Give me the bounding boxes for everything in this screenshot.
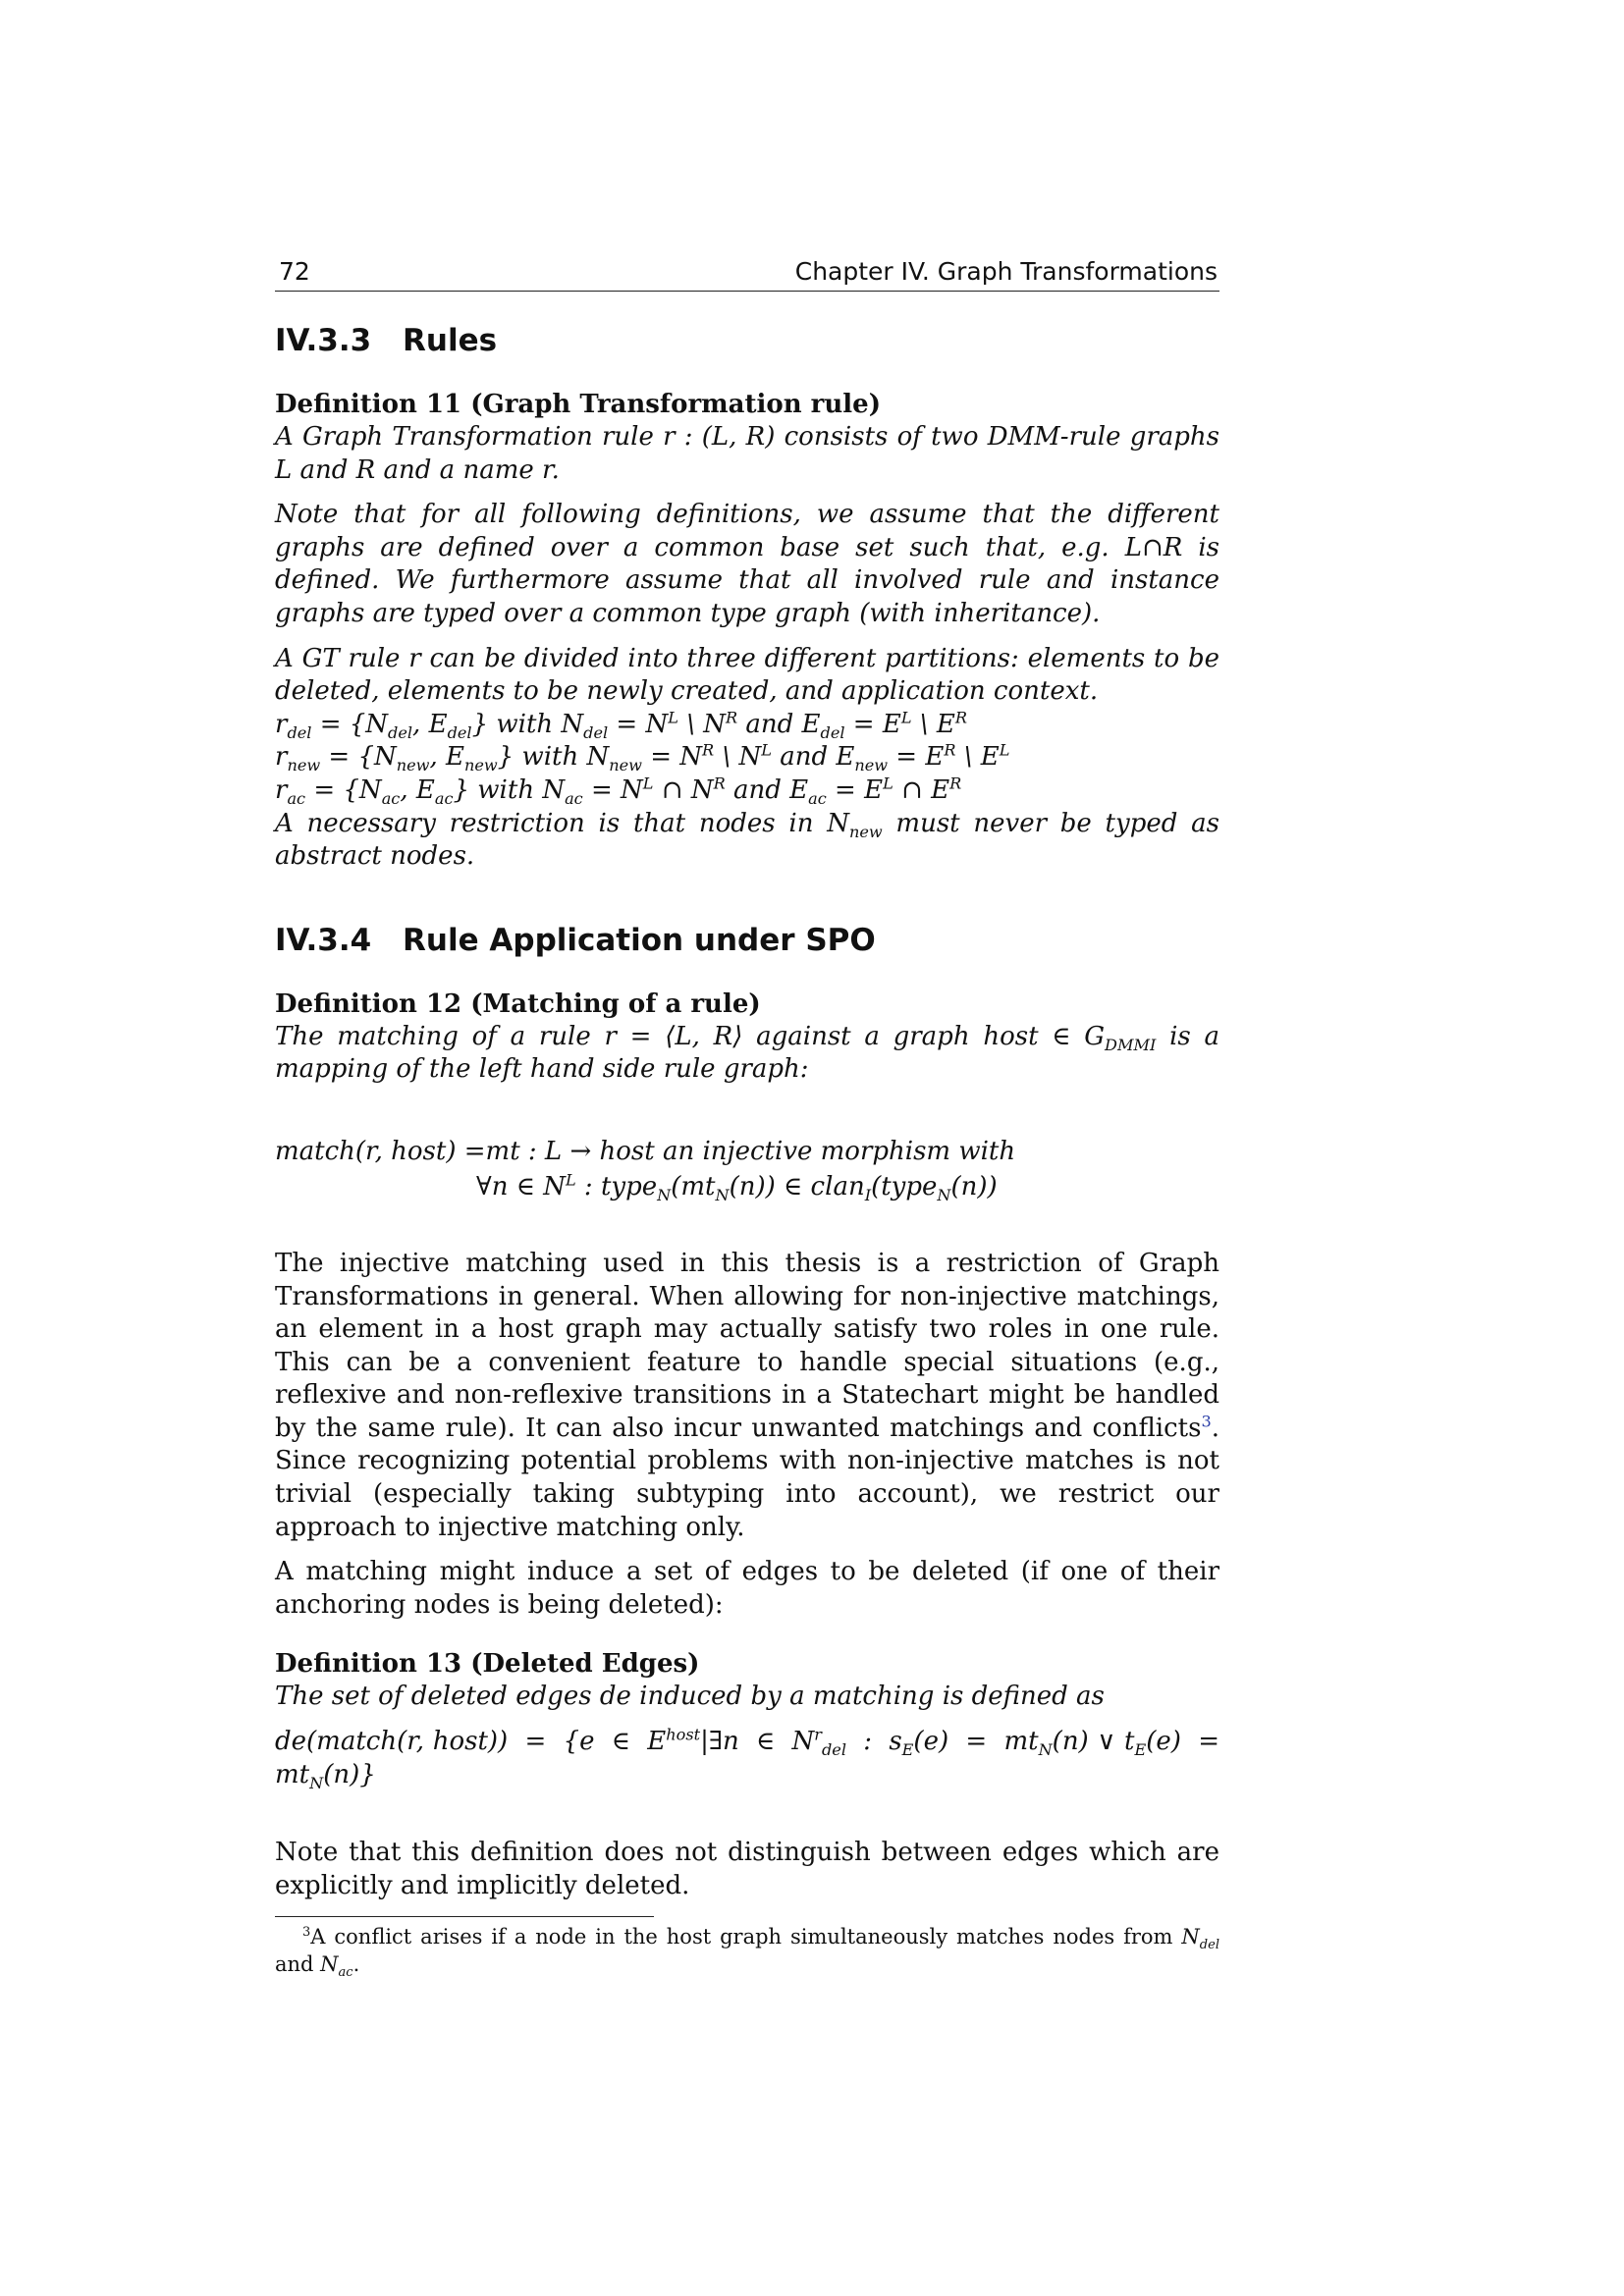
footnote-3: $^3$A conflict arises if a node in the host graph simultaneously matches nodes from $N_{del}$ and $N_{ac}$. — [275, 1925, 1219, 1981]
page-number: 72 — [279, 257, 310, 286]
section-number: IV.3.4 — [275, 922, 372, 958]
matching-formula-line-2: ∀n ∈ $N^L$ : $type_N(mt_N(n))$ ∈ clan$_I$(type$_N$(n)) — [476, 1170, 998, 1205]
note-common-base-set: Note that for all following definitions, we assume that the different graphs are defined over a common base set such that, e.g. L∩R is defined. We furthermore assume that all involved rule and instance graphs are typed over a common type graph (with inheritance). — [275, 500, 1219, 628]
deleted-edges-formula: de(match(r, host)) = {e ∈ $E^{host}|\exists n$ ∈ $N^r_{del}$ : $s_E(e) = mt_N(n)$ ∨ $t_E(e) = mt_N(n)$} — [275, 1725, 1219, 1792]
section-heading-rules — [275, 323, 1219, 362]
formula-r-ac: $r_{ac} = \{N_{ac}$, $E_{ac}$} with $N_{ac} = N^L$ ∩ $N^R$ and $E_{ac} = E^L$ ∩ $E^R$ — [275, 774, 962, 809]
definition-11 — [275, 388, 1219, 487]
definition-13 — [275, 1647, 1219, 1791]
definition-body: The matching of a rule r = ⟨L, R⟩ against a graph host ∈ $G_{DMMI}$ is a mapping of the left hand side rule graph: — [275, 1021, 1219, 1085]
definition-heading: Definition 11 (Graph Transformation rule) — [275, 390, 882, 419]
definition-12 — [275, 988, 1219, 1087]
definition-body: A Graph Transformation rule r : (L, R) consists of two DMM-rule graphs L and R and a name r. — [275, 422, 1219, 485]
formula-r-del: $r_{del} = \{N_{del}$, $E_{del}$} with $N_{del} = N^L$ \ $N^R$ and $E_{del} = E^L$ \ $E^R$ — [275, 708, 967, 742]
section-title: Rules — [403, 323, 498, 358]
partitions-block — [275, 643, 1219, 874]
formula-r-new: $r_{new} = \{N_{new}$, $E_{new}$} with $N_{new} = N^R$ \ $N^L$ and $E_{new} = E^R$ \ $E^L$ — [275, 740, 1010, 775]
matching-formula — [275, 1134, 1219, 1204]
section-title: Rule Application under SPO — [403, 922, 876, 958]
definition-body: The set of deleted edges de induced by a matching is defined as — [275, 1682, 1105, 1712]
footnote-rule — [275, 1916, 654, 1917]
chapter-title: Chapter IV. Graph Transformations — [794, 257, 1218, 286]
abstract-restriction: A necessary restriction is that nodes in $N_{new}$ must never be typed as abstract nodes. — [275, 808, 1219, 872]
matching-formula-line-1: match(r, host) =mt : L → host an injective morphism with — [275, 1136, 1016, 1166]
running-head — [275, 257, 1219, 292]
partitions-intro: A GT rule r can be divided into three different partitions: elements to be deleted, elements to be newly created, and application context. — [275, 643, 1220, 707]
note-explicit-implicit: Note that this definition does not distinguish between edges which are explicitly and implicitly deleted. — [275, 1838, 1219, 1900]
footnote-ref[interactable]: 3 — [1201, 1412, 1212, 1431]
section-heading-spo — [275, 923, 1219, 962]
page — [275, 257, 1220, 1981]
paragraph-deleted-edges-intro: A matching might induce a set of edges to be deleted (if one of their anchoring nodes is being deleted): — [275, 1557, 1219, 1620]
definition-heading: Definition 12 (Matching of a rule) — [275, 988, 761, 1019]
definition-heading: Definition 13 (Deleted Edges) — [275, 1649, 700, 1680]
section-number: IV.3.3 — [275, 323, 372, 358]
footnote-mark: 3 — [302, 1925, 311, 1941]
paragraph-injective-matching: The injective matching used in this thesis is a restriction of Graph Transformations in general. When allowing for non-injective matchings, an element in a host graph may actually satisfy two roles in one rule. This can be a convenient feature to handle special situations (e.g., reflexive and non-reflexive transitions in a Statechart might be handled by the same rule). It can also incur unwanted matchings and conflicts$^3$. Since recognizing potential problems with non-injective matches is not trivial (especially taking subtyping into account), we restrict our approach to injective matching only. — [275, 1248, 1219, 1542]
